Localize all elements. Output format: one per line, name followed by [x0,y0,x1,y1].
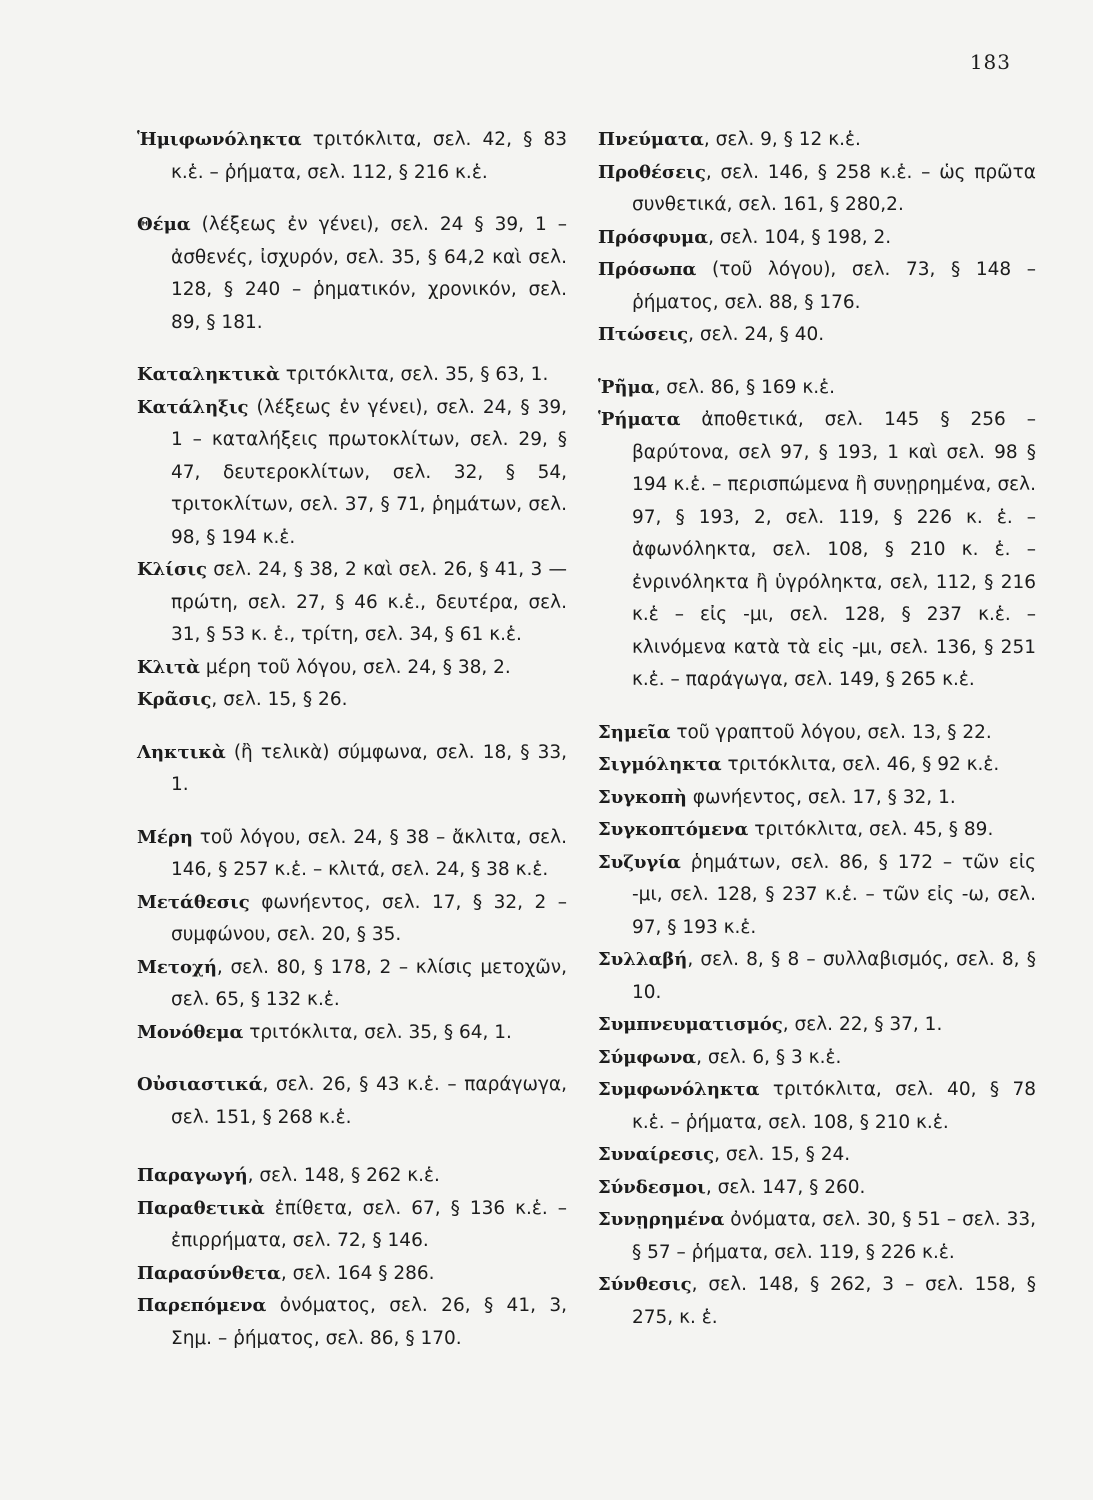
entry-headword: Πνεύματα [598,129,704,150]
index-entry [598,847,1036,945]
index-entry [598,1204,1036,1269]
entry-headword: Κατάληξις [137,396,249,418]
entry-headword: Σημεῖα [598,721,671,743]
entry-references: (λέξεως ἐν γένει), σελ. 24, § 39, 1 – καταλήξεις πρωτοκλίτων, σελ. 29, § 47, δευτεροκλίτων, σελ. 32, § 54, τριτοκλίτων, σελ. 37, § 71, ῥημάτων, σελ. 98, § 194 κ.ἑ. [171,396,567,548]
entry-headword: Σιγμόληκτα [598,754,722,775]
index-entry [598,944,1036,1009]
entry-references: τριτόκλιτα, σελ. 42, § 83 κ.ἑ. – ῥήματα, σελ. 112, § 216 κ.ἑ. [171,129,567,183]
entry-references: , σελ. 104, § 198, 2. [708,226,892,248]
entry-references: ὀνόματα, σελ. 30, § 51 – σελ. 33, § 57 – ῥήματα, σελ. 119, § 226 κ.ἑ. [632,1209,1036,1263]
entry-headword: Συγκοπτόμενα [598,819,749,840]
entry-headword: Κρᾶσις [137,689,212,710]
entry-references: μέρη τοῦ λόγου, σελ. 24, § 38, 2. [199,656,511,678]
entry-references: τριτόκλιτα, σελ. 40, § 78 κ.ἑ. – ῥήματα, σελ. 108, § 210 κ.ἑ. [632,1079,1036,1133]
index-entry [137,952,567,1017]
entry-headword: Πτώσεις [598,324,689,345]
entry-headword: Ῥήματα [598,409,681,430]
entry-headword: Ἡμιφωνόληκτα [137,129,302,150]
entry-references: ῥημάτων, σελ. 86, § 172 – τῶν εἰς -μι, σελ. 128, § 237 κ.ἑ. – τῶν εἰς -ω, σελ. 97, § 193 κ.ἑ. [632,851,1036,938]
index-entry [598,404,1036,697]
entry-references: , σελ. 15, § 24. [714,1144,851,1165]
index-entry [598,1074,1036,1139]
entry-references: , σελ. 147, § 260. [705,1176,866,1198]
index-entry [598,782,1036,815]
entry-headword: Ῥῆμα [598,376,655,398]
index-entry [137,737,567,802]
page-number: 183 [969,50,1011,74]
entry-references: , σελ. 80, § 178, 2 – κλίσις μετοχῶν, σελ. 65, § 132 κ.ἑ. [171,956,567,1010]
entry-headword: Προθέσεις [598,161,706,183]
index-column-right [598,124,1036,1334]
index-entry [598,1139,1036,1172]
entry-headword: Πρόσωπα [598,259,697,280]
index-entry [137,822,567,887]
entry-headword: Συναίρεσις [598,1144,715,1165]
entry-headword: Κλιτὰ [137,656,200,678]
entry-headword: Σύμφωνα [598,1046,697,1068]
entry-references: τριτόκλιτα, σελ. 35, § 64, 1. [243,1021,512,1043]
entry-headword: Μέρη [137,826,193,848]
entry-headword: Συλλαβή [598,949,688,970]
index-entry [137,684,567,717]
entry-references: , σελ. 24, § 40. [688,324,825,345]
entry-headword: Συγκοπὴ [598,786,687,808]
entry-references: , σελ. 148, § 262, 3 – σελ. 158, § 275, κ. ἑ. [632,1274,1036,1328]
index-entry [137,1193,567,1258]
entry-headword: Συζυγία [598,851,681,873]
entry-headword: Μετάθεσις [137,891,250,913]
entry-headword: Συνῃρημένα [598,1209,725,1230]
index-entry [137,1160,567,1193]
entry-references: , σελ. 8, § 8 – συλλαβισμός, σελ. 8, § 10. [632,949,1036,1003]
entry-references: τριτόκλιτα, σελ. 45, § 89. [748,819,994,840]
entry-headword: Καταληκτικὰ [137,364,280,385]
entry-references: (τοῦ λόγου), σελ. 73, § 148 – ῥήματος, σελ. 88, § 176. [632,259,1036,313]
entry-references: , σελ. 86, § 169 κ.ἑ. [654,376,835,398]
entry-references: τριτόκλιτα, σελ. 35, § 63, 1. [279,364,549,385]
index-entry [137,124,567,189]
index-entry [137,652,567,685]
index-entry [598,124,1036,157]
entry-headword: Ληκτικὰ [137,741,226,763]
entry-references: (ἢ τελικὰ) σύμφωνα, σελ. 18, § 33, 1. [171,741,567,795]
entry-headword: Συμπνευματισμός [598,1014,783,1035]
index-entry [598,717,1036,750]
entry-references: , σελ. 22, § 37, 1. [782,1014,943,1035]
entry-references: ἀποθετικά, σελ. 145 § 256 – βαρύτονα, σελ 97, § 193, 1 καὶ σελ. 98 § 194 κ.ἑ. – περισπώμενα ἢ συνῃρημένα, σελ. 97, § 193, 2, σελ. 119, § 226 κ. ἑ. – ἀφωνόληκτα, σελ. 108, § 210 κ. ἑ. – ἐνρινόληκτα ἢ ὑγρόληκτα, σελ, 112, § 216 κ.ἑ – εἰς -μι, σελ. 128, § 237 κ.ἑ. – κλινόμενα κατὰ τὰ εἰς -μι, σελ. 136, § 251 κ.ἑ. – παράγωγα, σελ. 149, § 265 κ.ἑ. [632,409,1036,690]
entry-references: φωνήεντος, σελ. 17, § 32, 2 – συμφώνου, σελ. 20, § 35. [171,891,567,945]
entry-headword: Συμφωνόληκτα [598,1079,760,1100]
index-entry [598,372,1036,405]
index-entry [137,1258,567,1291]
entry-headword: Παραγωγή [137,1165,248,1186]
index-entry [137,209,567,339]
entry-references: , σελ. 6, § 3 κ.ἑ. [696,1046,842,1068]
entry-references: , σελ. 15, § 26. [211,689,348,710]
index-entry [137,1290,567,1355]
index-entry [598,254,1036,319]
entry-headword: Σύνδεσμοι [598,1176,706,1198]
index-entry [598,157,1036,222]
entry-references: , σελ. 26, § 43 κ.ἑ. – παράγωγα, σελ. 151, § 268 κ.ἑ. [171,1074,567,1128]
index-entry [598,1042,1036,1075]
index-entry [137,392,567,555]
index-entry [137,1069,567,1134]
index-entry [598,319,1036,352]
entry-headword: Παρασύνθετα [137,1262,281,1284]
entry-references: , σελ. 9, § 12 κ.ἑ. [703,129,861,150]
index-column-left [137,124,567,1355]
entry-references: , σελ. 146, § 258 κ.ἑ. – ὡς πρῶτα συνθετικά, σελ. 161, § 280,2. [632,161,1036,215]
entry-headword: Μονόθεμα [137,1021,244,1043]
entry-references: ἐπίθετα, σελ. 67, § 136 κ.ἑ. – ἐπιρρήματα, σελ. 72, § 146. [171,1197,567,1251]
index-entry [137,359,567,392]
index-entry [598,222,1036,255]
entry-references: σελ. 24, § 38, 2 καὶ σελ. 26, § 41, 3 — πρώτη, σελ. 27, § 46 κ.ἑ., δευτέρα, σελ. 31, § 53 κ. ἑ., τρίτη, σελ. 34, § 61 κ.ἑ. [171,559,567,645]
entry-references: (λέξεως ἐν γένει), σελ. 24 § 39, 1 – ἀσθενές, ἰσχυρόν, σελ. 35, § 64,2 καὶ σελ. 128, § 240 – ῥηματικόν, χρονικόν, σελ. 89, § 181. [171,214,567,333]
entry-references: ὀνόματος, σελ. 26, § 41, 3, Σημ. – ῥήματος, σελ. 86, § 170. [171,1295,567,1349]
entry-headword: Μετοχή [137,956,217,978]
entry-references: , σελ. 148, § 262 κ.ἑ. [247,1165,440,1186]
entry-headword: Παραθετικὰ [137,1197,265,1219]
entry-headword: Θέμα [137,214,191,235]
entry-references: φωνήεντος, σελ. 17, § 32, 1. [686,786,956,808]
index-entry [598,749,1036,782]
entry-headword: Οὐσιαστικά [137,1074,263,1095]
entry-references: τοῦ γραπτοῦ λόγου, σελ. 13, § 22. [670,721,992,743]
entry-headword: Πρόσφυμα [598,226,709,248]
index-entry [598,1009,1036,1042]
entry-headword: Σύνθεσις [598,1274,692,1295]
index-entry [598,1172,1036,1205]
entry-references: τοῦ λόγου, σελ. 24, § 38 – ἄκλιτα, σελ. 146, § 257 κ.ἑ. – κλιτά, σελ. 24, § 38 κ.ἑ. [171,826,567,880]
index-entry [137,554,567,652]
entry-references: , σελ. 164 § 286. [280,1262,435,1284]
index-entry [598,1269,1036,1334]
entry-references: τριτόκλιτα, σελ. 46, § 92 κ.ἑ. [721,754,1000,775]
index-entry [137,887,567,952]
entry-headword: Παρεπόμενα [137,1295,267,1316]
index-entry [598,814,1036,847]
index-entry [137,1017,567,1050]
entry-headword: Κλίσις [137,559,207,580]
